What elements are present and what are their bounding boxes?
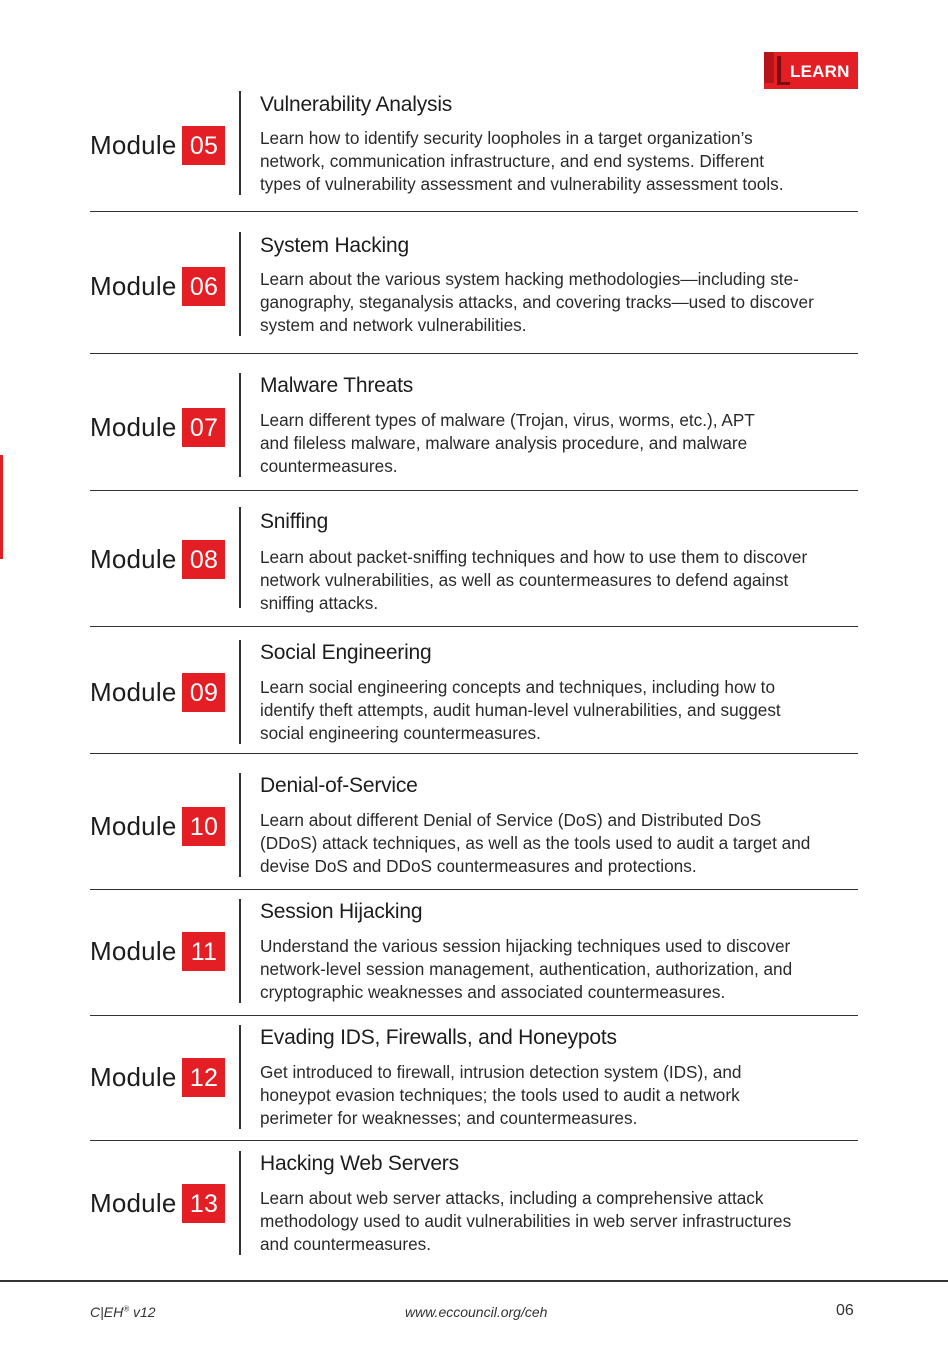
module-title: Evading IDS, Firewalls, and Honeypots bbox=[260, 1026, 617, 1049]
module-title: System Hacking bbox=[260, 234, 409, 257]
footer-rule bbox=[0, 1280, 948, 1282]
module-label bbox=[90, 408, 225, 447]
module-description: Learn about the various system hacking methodologies—including ste- ganography, steganalysis attacks, and covering tracks—used to discover system and network vulnerabilities. bbox=[260, 269, 814, 335]
module-description: Understand the various session hijacking techniques used to discover network-level session management, authentication, authorization, and cryptographic weaknesses and associated countermeasures. bbox=[260, 936, 793, 1002]
vertical-rule bbox=[239, 1151, 241, 1255]
module-description: Learn how to identify security loopholes in a target organization’s network, communication infrastructure, and end systems. Different types of vulnerability assessment and vulnerability assessment tools. bbox=[260, 128, 784, 194]
module-number-badge: 05 bbox=[182, 126, 225, 165]
module-row bbox=[90, 640, 858, 744]
side-accent-bar bbox=[0, 455, 3, 559]
module-label bbox=[90, 1058, 225, 1097]
module-label bbox=[90, 540, 225, 579]
learn-badge bbox=[764, 52, 858, 89]
module-word: Module bbox=[90, 677, 177, 707]
vertical-rule bbox=[239, 773, 241, 877]
module-number-badge: 11 bbox=[182, 932, 225, 971]
module-label bbox=[90, 1184, 225, 1223]
registered-mark: ® bbox=[123, 1304, 130, 1314]
module-word: Module bbox=[90, 130, 177, 160]
module-title: Hacking Web Servers bbox=[260, 1152, 459, 1175]
module-row bbox=[90, 373, 858, 477]
section-divider bbox=[90, 1015, 858, 1016]
module-number-badge: 12 bbox=[182, 1058, 225, 1097]
module-title: Vulnerability Analysis bbox=[260, 93, 453, 116]
module-word: Module bbox=[90, 811, 177, 841]
module-title: Denial-of-Service bbox=[260, 774, 418, 797]
footer-url-link[interactable]: www.eccouncil.org/ceh bbox=[405, 1304, 548, 1320]
module-number-badge: 10 bbox=[182, 807, 225, 846]
vertical-rule bbox=[239, 373, 241, 477]
module-word: Module bbox=[90, 1062, 177, 1092]
module-number-badge: 06 bbox=[182, 267, 225, 306]
module-description: Learn about different Denial of Service (DoS) and Distributed DoS (DDoS) attack techniques, as well as the tools used to audit a target and devise DoS and DDoS countermeasures and protections. bbox=[260, 810, 811, 876]
module-row bbox=[90, 773, 858, 877]
vertical-rule bbox=[239, 640, 241, 744]
module-label bbox=[90, 673, 225, 712]
module-row bbox=[90, 1151, 858, 1255]
module-row bbox=[90, 232, 858, 336]
module-label bbox=[90, 807, 225, 846]
module-title: Sniffing bbox=[260, 510, 329, 533]
vertical-rule bbox=[239, 1025, 241, 1129]
page-number: 06 bbox=[836, 1302, 854, 1319]
module-number-badge: 13 bbox=[182, 1184, 225, 1223]
module-description: Learn about web server attacks, including a comprehensive attack methodology used to audit vulnerabilities in web server infrastructures and countermeasures. bbox=[260, 1188, 792, 1254]
module-description: Learn social engineering concepts and techniques, including how to identify theft attempts, audit human-level vulnerabilities, and suggest social engineering countermeasures. bbox=[260, 677, 781, 743]
module-description: Get introduced to firewall, intrusion detection system (IDS), and honeypot evasion techniques; the tools used to audit a network perimeter for weaknesses; and countermeasures. bbox=[260, 1062, 742, 1128]
footer-brand-name: C|EH bbox=[90, 1304, 124, 1320]
section-divider bbox=[90, 211, 858, 212]
learn-label: LEARN bbox=[790, 62, 850, 81]
vertical-rule bbox=[239, 507, 241, 608]
footer-version: v12 bbox=[129, 1304, 156, 1320]
module-word: Module bbox=[90, 544, 177, 574]
module-word: Module bbox=[90, 1188, 177, 1218]
module-row bbox=[90, 899, 858, 1003]
vertical-rule bbox=[239, 899, 241, 1003]
module-word: Module bbox=[90, 936, 177, 966]
module-title: Malware Threats bbox=[260, 374, 414, 397]
module-row bbox=[90, 1025, 858, 1129]
module-word: Module bbox=[90, 271, 177, 301]
section-divider bbox=[90, 753, 858, 754]
module-row bbox=[90, 91, 858, 195]
module-title: Social Engineering bbox=[260, 641, 432, 664]
section-divider bbox=[90, 353, 858, 354]
vertical-rule bbox=[239, 232, 241, 336]
module-description: Learn different types of malware (Trojan, virus, worms, etc.), APT and fileless malware, malware analysis procedure, and malware countermeasures. bbox=[260, 410, 755, 476]
section-divider bbox=[90, 490, 858, 491]
module-number-badge: 09 bbox=[182, 673, 225, 712]
module-number-badge: 08 bbox=[182, 540, 225, 579]
section-divider bbox=[90, 889, 858, 890]
module-description: Learn about packet-sniffing techniques and how to use them to discover network vulnerabilities, as well as countermeasures to defend against sniffing attacks. bbox=[260, 547, 808, 613]
module-word: Module bbox=[90, 412, 177, 442]
module-label bbox=[90, 267, 225, 306]
module-label bbox=[90, 932, 225, 971]
vertical-rule bbox=[239, 91, 241, 195]
module-number-badge: 07 bbox=[182, 408, 225, 447]
module-title: Session Hijacking bbox=[260, 900, 423, 923]
section-divider bbox=[90, 626, 858, 627]
footer-brand bbox=[90, 1304, 156, 1320]
section-divider bbox=[90, 1140, 858, 1141]
module-row bbox=[90, 507, 858, 613]
module-label bbox=[90, 126, 225, 165]
